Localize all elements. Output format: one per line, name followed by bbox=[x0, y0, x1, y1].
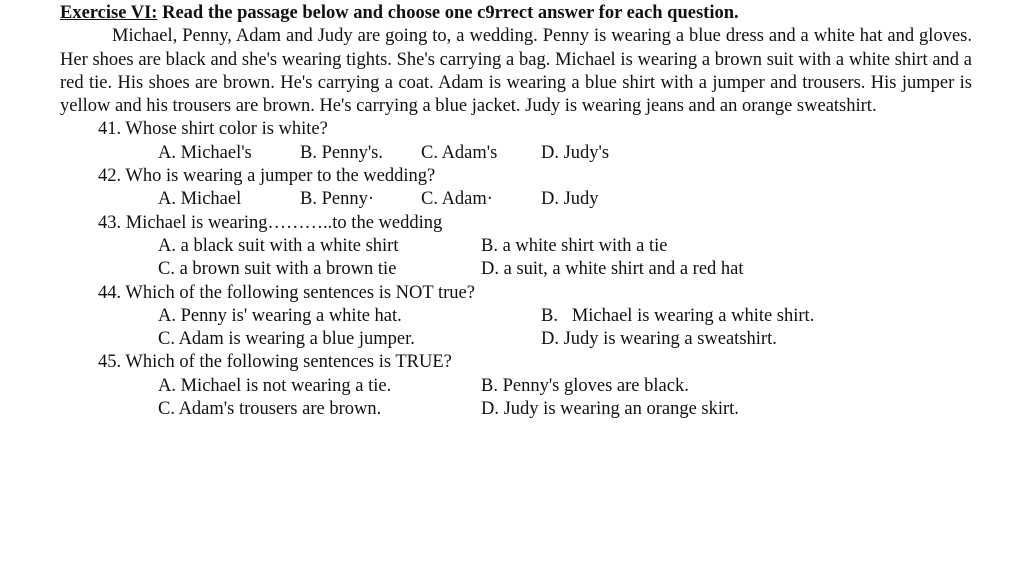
question-45-option-d[interactable]: D. Judy is wearing an orange skirt. bbox=[481, 399, 739, 420]
question-43-option-c[interactable]: C. a brown suit with a brown tie bbox=[158, 259, 397, 280]
question-41-option-a[interactable]: A. Michael's bbox=[158, 142, 252, 163]
exercise-title bbox=[60, 2, 972, 25]
exercise-instruction: Read the passage below and choose one c9rrect answer for each question. bbox=[157, 3, 739, 23]
question-43-options-row-1 bbox=[60, 235, 972, 258]
exercise-label: Exercise VI: bbox=[60, 3, 158, 23]
question-44-option-d[interactable]: D. Judy is wearing a sweatshirt. bbox=[541, 329, 777, 350]
question-44-options-row-1 bbox=[60, 305, 972, 328]
question-41-options bbox=[60, 142, 972, 165]
question-42-option-d[interactable]: D. Judy bbox=[541, 189, 599, 210]
question-41-option-c[interactable]: C. Adam's bbox=[421, 142, 498, 163]
question-45-options-row-2 bbox=[60, 398, 972, 421]
question-43 bbox=[60, 212, 972, 235]
question-44-options-row-2 bbox=[60, 328, 972, 351]
question-45-text: 45. Which of the following sentences is TRUE? bbox=[98, 352, 452, 373]
question-43-text: 43. Michael is wearing………..to the wedding bbox=[98, 212, 443, 233]
question-44-option-b[interactable]: B. Michael is wearing a white shirt. bbox=[541, 305, 815, 326]
question-42-text: 42. Who is wearing a jumper to the wedding? bbox=[98, 166, 436, 187]
question-43-option-d[interactable]: D. a suit, a white shirt and a red hat bbox=[481, 259, 744, 280]
question-43-option-b[interactable]: B. a white shirt with a tie bbox=[481, 235, 668, 256]
question-41-option-d[interactable]: D. Judy's bbox=[541, 142, 610, 163]
question-45-option-b[interactable]: B. Penny's gloves are black. bbox=[481, 375, 689, 396]
question-42-option-b[interactable]: B. Penny· bbox=[300, 189, 374, 210]
question-42 bbox=[60, 165, 972, 188]
question-42-option-a[interactable]: A. Michael bbox=[158, 189, 242, 210]
question-43-options-row-2 bbox=[60, 258, 972, 281]
question-41-text: 41. Whose shirt color is white? bbox=[98, 119, 328, 140]
question-45-option-c[interactable]: C. Adam's trousers are brown. bbox=[158, 399, 382, 420]
question-45-options-row-1 bbox=[60, 375, 972, 398]
question-44-option-c[interactable]: C. Adam is wearing a blue jumper. bbox=[158, 329, 415, 350]
question-42-options bbox=[60, 188, 972, 211]
question-45 bbox=[60, 351, 972, 374]
question-41 bbox=[60, 118, 972, 141]
question-44-text: 44. Which of the following sentences is NOT true? bbox=[98, 282, 475, 303]
worksheet-page bbox=[60, 2, 972, 421]
question-41-option-b[interactable]: B. Penny's. bbox=[300, 142, 383, 163]
question-45-option-a[interactable]: A. Michael is not wearing a tie. bbox=[158, 375, 392, 396]
question-44 bbox=[60, 282, 972, 305]
question-42-option-c[interactable]: C. Adam· bbox=[421, 189, 493, 210]
question-43-option-a[interactable]: A. a black suit with a white shirt bbox=[158, 235, 399, 256]
reading-passage: Michael, Penny, Adam and Judy are going to, a wedding. Penny is wearing a blue dress and a white hat and gloves. Her shoes are black and she's wearing tights. She's carrying a bag. Michael is wearing a brown suit with a white shirt and a red tie. His shoes are brown. He's carrying a coat. Adam is wearing a blue shirt with a jumper and trousers. His jumper is yellow and his trousers are brown. He's carrying a blue jacket. Judy is wearing jeans and an orange sweatshirt. bbox=[60, 26, 972, 117]
question-44-option-a[interactable]: A. Penny is' wearing a white hat. bbox=[158, 305, 402, 326]
